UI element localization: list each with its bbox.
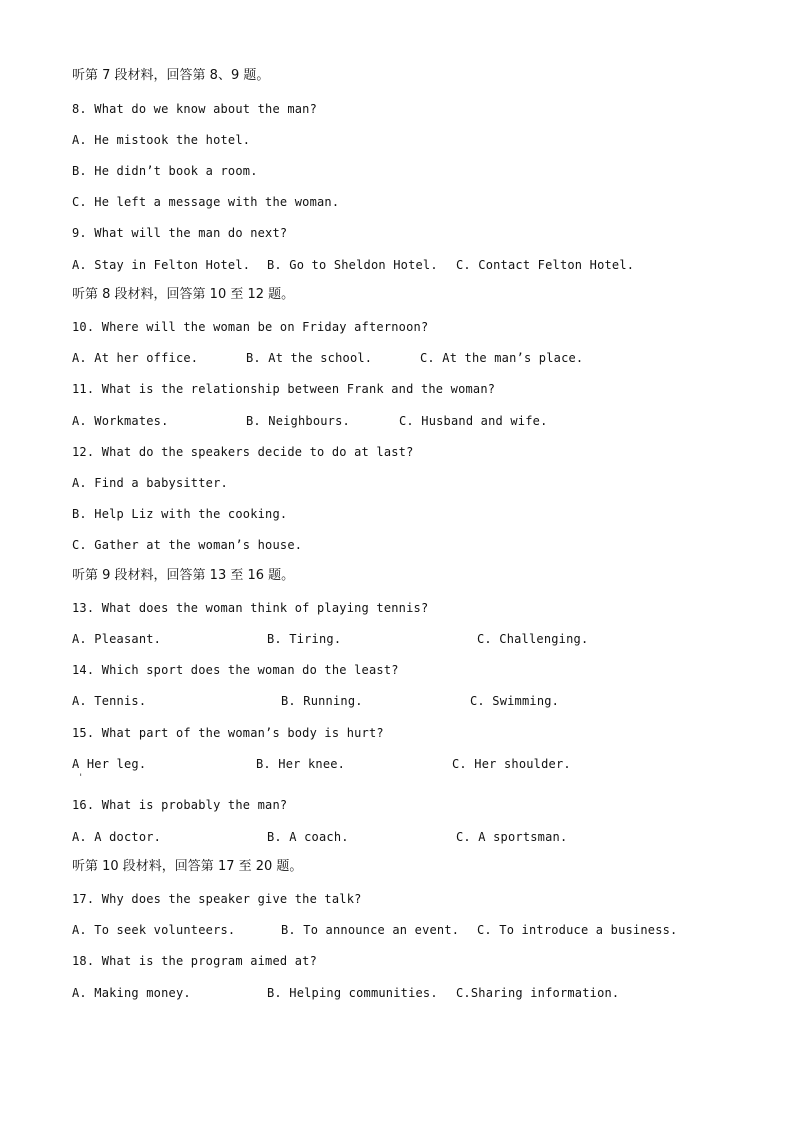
q14-options-row [72, 693, 672, 709]
q12-option-c: C. Gather at the woman’s house. [72, 538, 303, 552]
q8-option-c: C. He left a message with the woman. [72, 195, 340, 209]
question-14: 14. Which sport does the woman do the least? [72, 663, 399, 677]
q9-options-row [72, 257, 672, 273]
question-16: 16. What is probably the man? [72, 798, 288, 812]
q15-option-c: C. Her shoulder. [452, 757, 571, 771]
question-12: 12. What do the speakers decide to do at last? [72, 445, 414, 459]
q15-option-a: A Her leg. [72, 757, 147, 771]
q17-option-a: A. To seek volunteers. [72, 923, 236, 937]
q18-options-row [72, 985, 672, 1001]
question-9: 9. What will the man do next? [72, 226, 288, 240]
q10-option-c: C. At the man’s place. [420, 351, 584, 365]
q9-option-b: B. Go to Sheldon Hotel. [267, 258, 438, 272]
q16-option-c: C. A sportsman. [456, 830, 568, 844]
q12-option-a: A. Find a babysitter. [72, 476, 228, 490]
q12-option-b: B. Help Liz with the cooking. [72, 507, 288, 521]
q10-option-b: B. At the school. [246, 351, 373, 365]
q14-option-a: A. Tennis. [72, 694, 147, 708]
q16-options-row [72, 829, 672, 845]
q11-options-row [72, 413, 672, 429]
q11-option-b: B. Neighbours. [246, 414, 350, 428]
question-11: 11. What is the relationship between Frank and the woman? [72, 382, 496, 396]
q18-option-a: A. Making money. [72, 986, 191, 1000]
q13-option-c: C. Challenging. [477, 632, 589, 646]
question-8: 8. What do we know about the man? [72, 102, 318, 116]
q14-option-b: B. Running. [281, 694, 363, 708]
q9-option-c: C. Contact Felton Hotel. [456, 258, 635, 272]
q13-option-a: A. Pleasant. [72, 632, 162, 646]
q17-options-row [72, 922, 692, 938]
q8-option-b: B. He didn’t book a room. [72, 164, 258, 178]
q8-option-a: A. He mistook the hotel. [72, 133, 251, 147]
q13-options-row [72, 631, 672, 647]
q18-option-b: B. Helping communities. [267, 986, 438, 1000]
section-heading-10: 听第 10 段材料，回答第 17 至 20 题。 [72, 859, 303, 874]
q17-option-c: C. To introduce a business. [477, 923, 678, 937]
question-15: 15. What part of the woman’s body is hurt? [72, 726, 384, 740]
question-18: 18. What is the program aimed at? [72, 954, 318, 968]
q10-options-row [72, 350, 672, 366]
stray-mark: ' [78, 773, 84, 783]
q16-option-a: A. A doctor. [72, 830, 162, 844]
q16-option-b: B. A coach. [267, 830, 349, 844]
q11-option-a: A. Workmates. [72, 414, 169, 428]
q17-option-b: B. To announce an event. [281, 923, 460, 937]
section-heading-8: 听第 8 段材料，回答第 10 至 12 题。 [72, 287, 295, 302]
question-13: 13. What does the woman think of playing tennis? [72, 601, 429, 615]
q13-option-b: B. Tiring. [267, 632, 342, 646]
q18-option-c: C.Sharing information. [456, 986, 620, 1000]
q15-option-b: B. Her knee. [256, 757, 346, 771]
q15-options-row [72, 756, 672, 772]
q14-option-c: C. Swimming. [470, 694, 560, 708]
q9-option-a: A. Stay in Felton Hotel. [72, 258, 251, 272]
section-heading-7: 听第 7 段材料，回答第 8、9 题。 [72, 68, 270, 83]
q11-option-c: C. Husband and wife. [399, 414, 548, 428]
question-17: 17. Why does the speaker give the talk? [72, 892, 362, 906]
section-heading-9: 听第 9 段材料，回答第 13 至 16 题。 [72, 568, 295, 583]
q10-option-a: A. At her office. [72, 351, 199, 365]
question-10: 10. Where will the woman be on Friday afternoon? [72, 320, 429, 334]
